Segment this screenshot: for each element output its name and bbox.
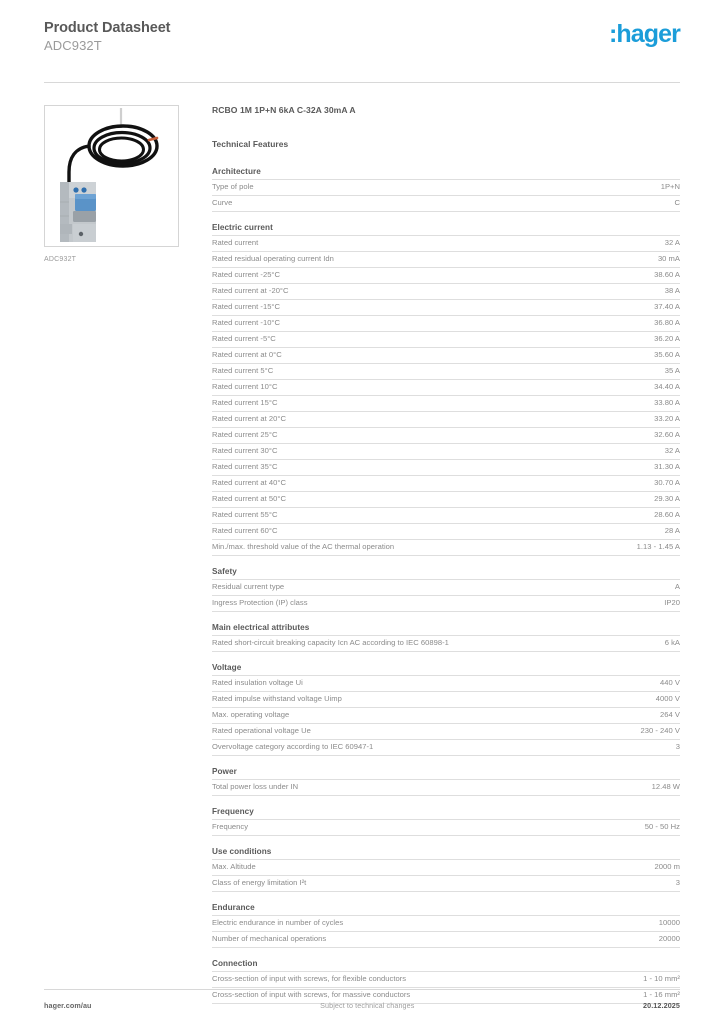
product-name: RCBO 1M 1P+N 6kA C-32A 30mA A — [212, 105, 356, 115]
product-image-column — [44, 105, 188, 1015]
table-row — [212, 364, 680, 380]
table-row — [212, 492, 680, 508]
page-subtitle: ADC932T — [44, 38, 102, 54]
spec-label: Rated residual operating current Idn — [212, 252, 560, 268]
spec-value: 10000 — [560, 916, 680, 932]
spec-label: Frequency — [212, 820, 560, 836]
spec-value: 37.40 A — [560, 300, 680, 316]
spec-value: IP20 — [560, 596, 680, 612]
spec-table — [212, 675, 680, 756]
spec-label: Max. Altitude — [212, 860, 560, 876]
spec-value: 38.60 A — [560, 268, 680, 284]
spec-label: Type of pole — [212, 180, 560, 196]
spec-value: 28.60 A — [560, 508, 680, 524]
table-row — [212, 412, 680, 428]
spec-group-title: Use conditions — [212, 847, 272, 856]
spec-label: Rated current 5°C — [212, 364, 560, 380]
spec-value: 33.80 A — [560, 396, 680, 412]
spec-group — [212, 663, 680, 756]
spec-table — [212, 579, 680, 612]
spec-label: Rated current — [212, 236, 560, 252]
spec-value: 38 A — [560, 284, 680, 300]
table-row — [212, 300, 680, 316]
spec-value: 33.20 A — [560, 412, 680, 428]
table-row — [212, 932, 680, 948]
spec-value: 36.80 A — [560, 316, 680, 332]
spec-value: 1.13 - 1.45 A — [560, 540, 680, 556]
spec-table — [212, 859, 680, 892]
spec-group — [212, 223, 680, 556]
page-header — [44, 0, 680, 72]
spec-value: 28 A — [560, 524, 680, 540]
spec-group-title: Main electrical attributes — [212, 623, 310, 632]
spec-label: Rated current at 0°C — [212, 348, 560, 364]
spec-value: 2000 m — [560, 860, 680, 876]
spec-group — [212, 767, 680, 796]
table-row — [212, 460, 680, 476]
page-title: Product Datasheet — [44, 20, 171, 36]
spec-group — [212, 807, 680, 836]
table-row — [212, 580, 680, 596]
spec-group-title: Endurance — [212, 903, 255, 912]
spec-table — [212, 635, 680, 652]
table-row — [212, 444, 680, 460]
spec-group-title: Frequency — [212, 807, 254, 816]
product-photo — [44, 105, 179, 247]
spec-label: Cross-section of input with screws, for massive conductors — [212, 988, 560, 1004]
spec-label: Overvoltage category according to IEC 60947-1 — [212, 740, 560, 756]
table-row — [212, 316, 680, 332]
table-row — [212, 596, 680, 612]
table-row — [212, 820, 680, 836]
table-row — [212, 332, 680, 348]
spec-label: Rated current 55°C — [212, 508, 560, 524]
spec-label: Rated current -5°C — [212, 332, 560, 348]
spec-label: Max. operating voltage — [212, 708, 560, 724]
table-row — [212, 348, 680, 364]
table-row — [212, 860, 680, 876]
spec-label: Rated current 15°C — [212, 396, 560, 412]
spec-group — [212, 167, 680, 212]
table-row — [212, 380, 680, 396]
table-row — [212, 740, 680, 756]
spec-label: Rated current 30°C — [212, 444, 560, 460]
spec-label: Ingress Protection (IP) class — [212, 596, 560, 612]
spec-value: 50 - 50 Hz — [560, 820, 680, 836]
spec-group-title: Electric current — [212, 223, 273, 232]
table-row — [212, 708, 680, 724]
spec-table — [212, 779, 680, 796]
spec-group-title: Voltage — [212, 663, 242, 672]
title-block — [44, 20, 170, 53]
table-row — [212, 268, 680, 284]
spec-group-title: Power — [212, 767, 237, 776]
spec-value: 440 V — [560, 676, 680, 692]
spec-value: 12.48 W — [560, 780, 680, 796]
table-row — [212, 876, 680, 892]
spec-label: Rated impulse withstand voltage Uimp — [212, 692, 560, 708]
table-row — [212, 916, 680, 932]
table-row — [212, 692, 680, 708]
footer-disclaimer: Subject to technical changes — [320, 1001, 415, 1010]
spec-label: Rated current 25°C — [212, 428, 560, 444]
spec-label: Number of mechanical operations — [212, 932, 560, 948]
spec-group-title: Architecture — [212, 167, 261, 176]
spec-label: Residual current type — [212, 580, 560, 596]
table-row — [212, 476, 680, 492]
footer-date: 20.12.2025 — [643, 1001, 680, 1010]
spec-group-title: Safety — [212, 567, 237, 576]
table-row — [212, 636, 680, 652]
spec-label: Rated current -15°C — [212, 300, 560, 316]
spec-label: Electric endurance in number of cycles — [212, 916, 560, 932]
spec-label: Rated operational voltage Ue — [212, 724, 560, 740]
spec-group — [212, 847, 680, 892]
product-image-caption: ADC932T — [44, 256, 77, 263]
table-row — [212, 540, 680, 556]
spec-table — [212, 915, 680, 948]
spec-label: Class of energy limitation I²t — [212, 876, 560, 892]
spec-value: 20000 — [560, 932, 680, 948]
spec-value: C — [560, 196, 680, 212]
spec-label: Rated current -10°C — [212, 316, 560, 332]
spec-group — [212, 623, 680, 652]
spec-table — [212, 235, 680, 556]
table-row — [212, 676, 680, 692]
table-row — [212, 252, 680, 268]
spec-value: 1 - 10 mm² — [560, 972, 680, 988]
spec-value: 32 A — [560, 444, 680, 460]
spec-value: 36.20 A — [560, 332, 680, 348]
table-row — [212, 428, 680, 444]
hager-logo: :hager — [608, 20, 680, 48]
content-area — [44, 105, 680, 1015]
specifications-column — [212, 105, 680, 1015]
footer-divider — [44, 989, 680, 990]
spec-value: 30 mA — [560, 252, 680, 268]
spec-label: Total power loss under IN — [212, 780, 560, 796]
spec-label: Rated current at 50°C — [212, 492, 560, 508]
spec-value: 31.30 A — [560, 460, 680, 476]
spec-groups — [212, 167, 680, 1004]
spec-value: 3 — [560, 740, 680, 756]
table-row — [212, 524, 680, 540]
table-row — [212, 972, 680, 988]
spec-table — [212, 179, 680, 212]
footer-website[interactable]: hager.com/au — [44, 1001, 92, 1010]
table-row — [212, 196, 680, 212]
page-footer — [44, 989, 680, 1010]
spec-value: 4000 V — [560, 692, 680, 708]
table-row — [212, 396, 680, 412]
spec-label: Min./max. threshold value of the AC thermal operation — [212, 540, 560, 556]
spec-label: Cross-section of input with screws, for flexible conductors — [212, 972, 560, 988]
table-row — [212, 180, 680, 196]
spec-value: 1 - 16 mm² — [560, 988, 680, 1004]
table-row — [212, 780, 680, 796]
spec-value: 29.30 A — [560, 492, 680, 508]
spec-label: Rated current at 20°C — [212, 412, 560, 428]
spec-label: Rated current at 40°C — [212, 476, 560, 492]
spec-group-title: Connection — [212, 959, 258, 968]
table-row — [212, 508, 680, 524]
spec-group — [212, 567, 680, 612]
spec-value: 3 — [560, 876, 680, 892]
spec-value: 32 A — [560, 236, 680, 252]
spec-label: Rated current -25°C — [212, 268, 560, 284]
spec-table — [212, 819, 680, 836]
spec-label: Rated current at -20°C — [212, 284, 560, 300]
table-row — [212, 284, 680, 300]
rcbo-product-illustration — [45, 106, 178, 246]
spec-label: Rated current 60°C — [212, 524, 560, 540]
table-row — [212, 724, 680, 740]
spec-value: A — [560, 580, 680, 596]
spec-label: Rated current 10°C — [212, 380, 560, 396]
spec-value: 1P+N — [560, 180, 680, 196]
spec-value: 6 kA — [560, 636, 680, 652]
spec-value: 264 V — [560, 708, 680, 724]
spec-group — [212, 903, 680, 948]
spec-value: 230 - 240 V — [560, 724, 680, 740]
spec-value: 30.70 A — [560, 476, 680, 492]
spec-label: Rated current 35°C — [212, 460, 560, 476]
spec-value: 34.40 A — [560, 380, 680, 396]
table-row — [212, 236, 680, 252]
spec-label: Curve — [212, 196, 560, 212]
technical-features-heading: Technical Features — [212, 139, 289, 149]
spec-value: 35 A — [560, 364, 680, 380]
spec-value: 35.60 A — [560, 348, 680, 364]
spec-value: 32.60 A — [560, 428, 680, 444]
spec-label: Rated short-circuit breaking capacity Icn AC according to IEC 60898-1 — [212, 636, 560, 652]
spec-label: Rated insulation voltage Ui — [212, 676, 560, 692]
header-divider — [44, 82, 680, 83]
